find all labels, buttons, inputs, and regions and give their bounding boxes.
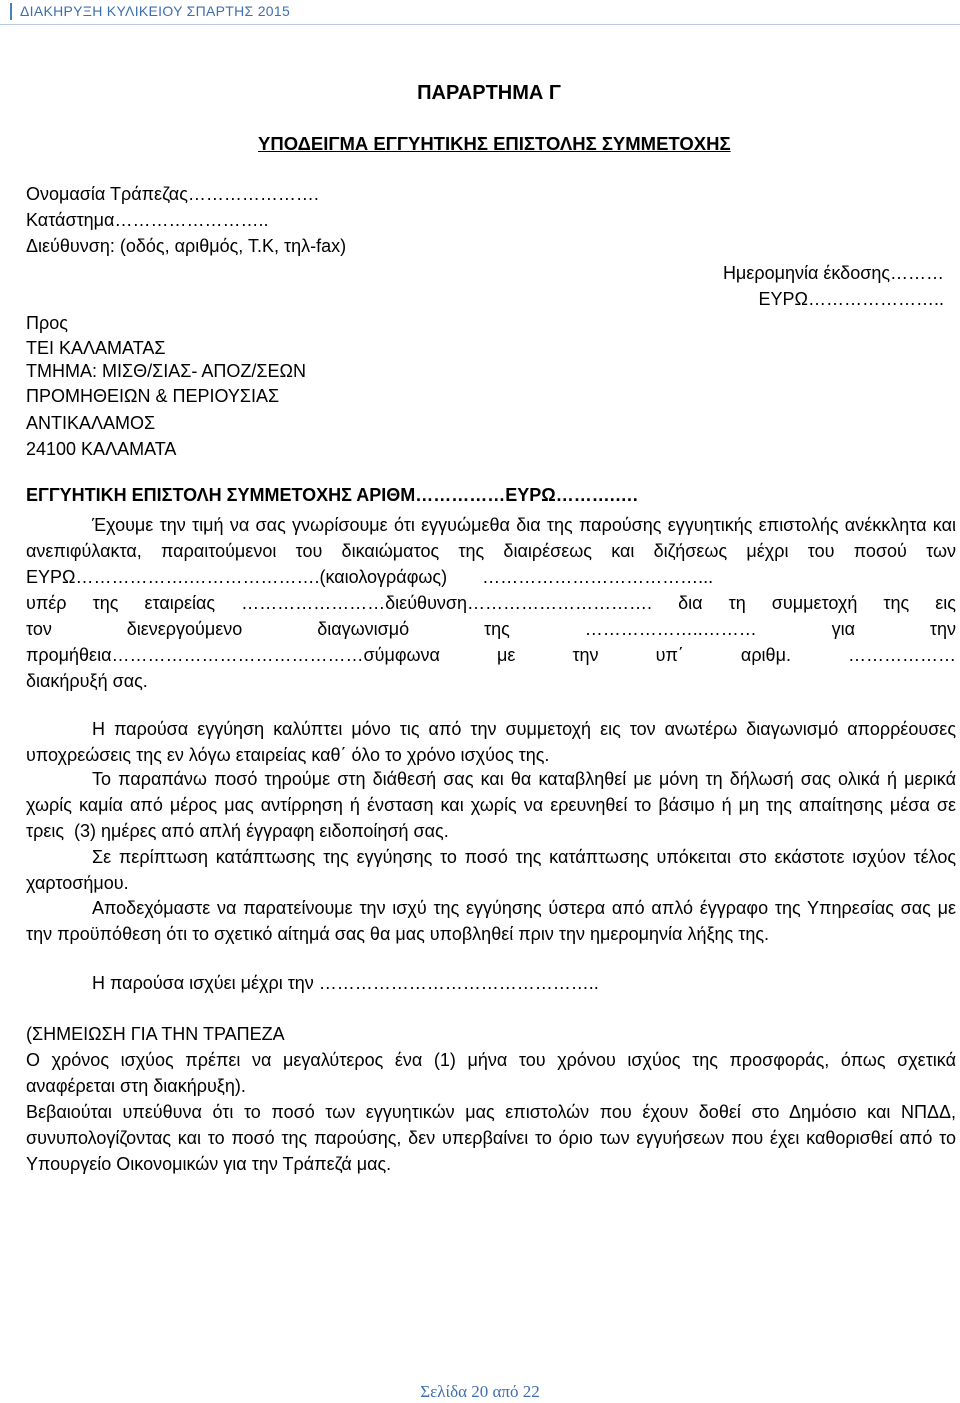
coverage-paragraph (26, 716, 956, 768)
extension-paragraph (26, 895, 956, 947)
paragraph-line: Υπουργείο Οικονομικών για την Τράπεζά μας. (26, 1154, 392, 1174)
bank-branch-line: Κατάστημα…………………….. (26, 210, 269, 230)
running-header-title: ΔΙΑΚΗΡΥΞΗ ΚΥΛΙΚΕΙΟΥ ΣΠΑΡΤΗΣ 2015 (20, 3, 291, 19)
running-header (0, 0, 960, 24)
bank-note-paragraph (26, 1021, 956, 1177)
sample-letter-title: ΥΠΟΔΕΙΓΜΑ ΕΓΓΥΗΤΙΚΗΣ ΕΠΙΣΤΟΛΗΣ ΣΥΜΜΕΤΟΧΗΣ (258, 133, 731, 154)
paragraph-line: αναφέρεται στη διακήρυξη). (26, 1076, 246, 1096)
paragraph-line: προμήθεια……………………………………σύμφωνα με την υπ΄ αριθμ. ……………… (26, 645, 956, 665)
recipient-department: ΤΜΗΜΑ: ΜΙΣΘ/ΣΙΑΣ- ΑΠΟΖ/ΣΕΩΝ (26, 361, 306, 381)
paragraph-line: (ΣΗΜΕΙΩΣΗ ΓΙΑ ΤΗΝ ΤΡΑΠΕΖΑ (26, 1024, 285, 1044)
paragraph-line: χωρίς καμία από μέρος μας αντίρρηση ή ένσταση και χωρίς να ερευνηθεί το βάσιμο ή μη της απαίτησης μέσα σε (26, 795, 956, 815)
appendix-title: ΠΑΡΑΡΤΗΜΑ Γ (417, 82, 561, 104)
main-guarantee-paragraph (26, 512, 956, 694)
recipient-area: ΑΝΤΙΚΑΛΑΜΟΣ (26, 413, 156, 433)
amount-euro-line: ΕΥΡΩ………………….. (758, 289, 944, 309)
paragraph-line: ανεπιφύλακτα, παραιτούμενοι του δικαιώματος της διαιρέσεως και διζήσεως μέχρι του ποσού των (26, 541, 956, 561)
paragraph-line: υποχρεώσεις της εν λόγω εταιρείας καθ΄ όλο το χρόνο ισχύος της. (26, 745, 550, 765)
bank-name-line: Ονομασία Τράπεζας…………………. (26, 184, 319, 204)
paragraph-line: την προϋπόθεση ότι το σχετικό αίτημά σας θα μας υποβληθεί πριν την ημερομηνία λήξης της. (26, 924, 770, 944)
paragraph-line: Σε περίπτωση κατάπτωσης της εγγύησης το ποσό της κατάπτωσης υπόκειται στο εκάστοτε ισχύον τέλος (92, 847, 956, 867)
paragraph-line: Βεβαιούται υπεύθυνα ότι το ποσό των εγγυητικών μας επιστολών που έχουν δοθεί στο Δημόσιο και ΝΠΔΔ, (26, 1102, 956, 1122)
issue-date-block (723, 260, 944, 312)
payment-paragraph (26, 766, 956, 844)
paragraph-line: Η παρούσα εγγύηση καλύπτει μόνο τις από την συμμετοχή εις τον ανωτέρω διαγωνισμό απορρέουσες (92, 719, 956, 739)
recipient-postcode-city: 24100 ΚΑΛΑΜΑΤΑ (26, 439, 177, 459)
header-accent-bar (10, 3, 12, 20)
paragraph-line: χαρτοσήμου. (26, 873, 129, 893)
issue-date-line: Ημερομηνία έκδοσης……… (722, 263, 944, 283)
recipient-institution: ΤΕΙ ΚΑΛΑΜΑΤΑΣ (26, 338, 166, 358)
paragraph-line: ΕΥΡΩ……………….………………….(καιολογράφως) ………………………………... (26, 567, 714, 587)
paragraph-line: Έχουμε την τιμή να σας γνωρίσουμε ότι εγγυώμεθα δια της παρούσης εγγυητικής επιστολής ανέκκλητα και (92, 515, 956, 535)
paragraph-line: τον διενεργούμενο διαγωνισμό της ………………..……… για την (26, 619, 956, 639)
paragraph-line: Ο χρόνος ισχύος πρέπει να μεγαλύτερος ένα (1) μήνα του χρόνου ισχύος της προσφοράς, όπως σχετικά (26, 1050, 956, 1070)
paragraph-line: συνυπολογίζοντας και το ποσό της παρούσης, δεν υπερβαίνει το όριο των εγγυήσεων που έχει καθορισθεί από το (26, 1128, 956, 1148)
paragraph-line: Το παραπάνω ποσό τηρούμε στη διάθεσή σας και θα καταβληθεί με μόνη τη δήλωσή σας ολικά ή μερικά (92, 769, 956, 789)
validity-line: Η παρούσα ισχύει μέχρι την ……………………………………….. (92, 973, 599, 993)
paragraph-line: υπέρ της εταιρείας ……………………διεύθυνση…………………………. δια τη συμμετοχή της εις (26, 593, 956, 613)
paragraph-line: τρεις (3) ημέρες από απλή έγγραφη ειδοποίησή σας. (26, 821, 449, 841)
recipient-to: Προς (26, 313, 68, 333)
letter-reference-line: ΕΓΓΥΗΤΙΚΗ ΕΠΙΣΤΟΛΗ ΣΥΜΜΕΤΟΧΗΣ ΑΡΙΘΜ……………ΕΥΡΩ……….…. (26, 485, 638, 505)
recipient-section: ΠΡΟΜΗΘΕΙΩΝ & ΠΕΡΙΟΥΣΙΑΣ (26, 386, 280, 406)
paragraph-line: Αποδεχόμαστε να παρατείνουμε την ισχύ της εγγύησης ύστερα από απλό έγγραφο της Υπηρεσίας σας με (92, 898, 956, 918)
forfeit-paragraph (26, 844, 956, 896)
paragraph-line: διακήρυξή σας. (26, 671, 148, 691)
page-number-footer: Σελίδα 20 από 22 (420, 1382, 540, 1401)
bank-address-line: Διεύθυνση: (οδός, αριθμός, Τ.Κ, τηλ-fax) (26, 236, 347, 256)
header-divider (0, 24, 960, 25)
